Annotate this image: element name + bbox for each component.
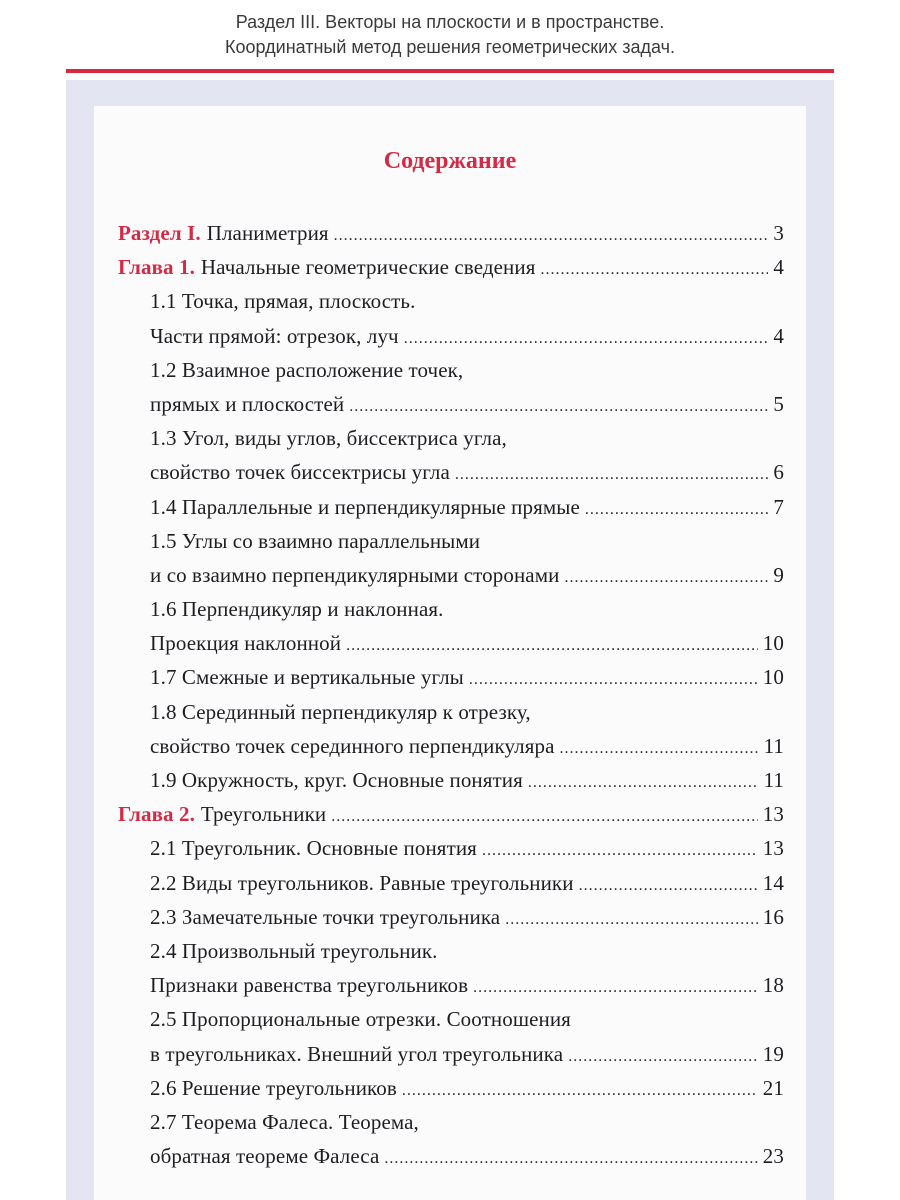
toc-page-number: 7: [773, 494, 784, 519]
toc-page-number: 4: [773, 323, 784, 348]
contents-title: Содержание: [383, 148, 517, 174]
toc-page-number: 9: [773, 562, 784, 587]
toc-dot-leader: [331, 800, 758, 834]
toc-entry[interactable]: [118, 934, 784, 968]
toc-entry-title: обратная теореме Фалеса: [150, 1144, 380, 1169]
toc-dot-leader: [540, 253, 768, 287]
toc-entry-title: 1.9 Окружность, круг. Основные понятия: [150, 768, 523, 792]
toc-entry-title: 1.7 Смежные и вертикальные углы: [150, 665, 464, 690]
toc-page-number: 21: [762, 1075, 784, 1100]
toc-entry-title: 2.1 Треугольник. Основные понятия: [150, 836, 477, 861]
toc-entry[interactable]: [118, 626, 784, 660]
toc-page-number: 10: [762, 665, 784, 690]
toc-page-number: 14: [762, 870, 784, 895]
toc-entry-title: 1.3 Угол, виды углов, биссектриса угла,: [150, 426, 507, 451]
toc-entry-title: 1.1 Точка, прямая, плоскость.: [150, 289, 416, 314]
toc-page-number: 10: [762, 631, 784, 656]
toc-heading-entry[interactable]: [118, 250, 784, 284]
toc-entry[interactable]: [118, 1071, 784, 1105]
toc-dot-leader: [384, 1142, 757, 1176]
toc-entry-title: 2.3 Замечательные точки треугольника: [150, 904, 501, 929]
toc-entry-label: Глава 1.: [118, 255, 195, 280]
toc-entry[interactable]: [118, 968, 784, 1002]
toc-page-number: 16: [762, 904, 784, 929]
toc-entry[interactable]: [118, 763, 784, 797]
toc-entry-title: 2.4 Произвольный треугольник.: [150, 938, 438, 963]
toc-dot-leader: [334, 219, 769, 253]
toc-page-number: 13: [762, 802, 784, 827]
toc-entry-title: свойство точек серединного перпендикуляра: [150, 733, 555, 758]
toc-entry-title: Планиметрия: [206, 221, 329, 245]
toc-page-number: 11: [763, 733, 784, 758]
toc-entry[interactable]: [118, 729, 784, 763]
toc-entry-title: свойство точек биссектрисы угла: [150, 460, 450, 485]
toc-dot-leader: [585, 493, 769, 527]
toc-page-number: 13: [762, 836, 784, 861]
toc-entry[interactable]: [118, 319, 784, 353]
table-of-contents: [118, 216, 784, 1173]
toc-dot-leader: [402, 1074, 758, 1108]
toc-dot-leader: [564, 561, 768, 595]
toc-entry-title: прямых и плоскостей: [150, 391, 345, 416]
toc-entry-title: 2.2 Виды треугольников. Равные треугольники: [150, 870, 574, 895]
toc-page-number: 5: [773, 391, 784, 416]
toc-dot-leader: [579, 869, 758, 903]
toc-entry[interactable]: [118, 592, 784, 626]
toc-dot-leader: [528, 766, 759, 800]
toc-entry[interactable]: [118, 866, 784, 900]
toc-entry[interactable]: [118, 900, 784, 934]
toc-page-number: 23: [762, 1144, 784, 1169]
toc-entry-title: Начальные геометрические сведения: [200, 255, 536, 280]
toc-entry-title: 2.7 Теорема Фалеса. Теорема,: [150, 1109, 419, 1134]
toc-entry-title: 1.2 Взаимное расположение точек,: [150, 357, 464, 382]
toc-page-number: 6: [773, 460, 784, 485]
toc-entry[interactable]: [118, 353, 784, 387]
toc-entry-title: Треугольники: [200, 802, 327, 827]
toc-entry[interactable]: [118, 1139, 784, 1173]
toc-entry[interactable]: [118, 1105, 784, 1139]
toc-entry-title: 2.5 Пропорциональные отрезки. Соотношения: [150, 1007, 571, 1032]
toc-entry[interactable]: [118, 421, 784, 455]
running-header-line-2: Координатный метод решения геометрических задач.: [225, 37, 675, 57]
toc-entry[interactable]: [118, 284, 784, 318]
running-header: [0, 0, 900, 70]
toc-dot-leader: [560, 732, 759, 766]
toc-entry-title: в треугольниках. Внешний угол треугольника: [150, 1041, 564, 1066]
toc-dot-leader: [469, 663, 758, 697]
toc-heading-entry[interactable]: [118, 797, 784, 831]
running-header-line-1: Раздел III. Векторы на плоскости и в пространстве.: [235, 12, 665, 32]
toc-entry[interactable]: [118, 1002, 784, 1036]
toc-entry[interactable]: [118, 524, 784, 558]
toc-entry[interactable]: [118, 1037, 784, 1071]
toc-entry[interactable]: [118, 490, 784, 524]
toc-page-number: 3: [773, 221, 784, 245]
toc-entry-title: 1.4 Параллельные и перпендикулярные прямые: [150, 494, 580, 519]
toc-entry[interactable]: [118, 455, 784, 489]
toc-dot-leader: [482, 834, 758, 868]
toc-entry-title: 1.8 Серединный перпендикуляр к отрезку,: [150, 699, 531, 724]
toc-entry-title: Части прямой: отрезок, луч: [150, 323, 399, 348]
toc-entry[interactable]: [118, 558, 784, 592]
toc-page-number: 18: [762, 973, 784, 998]
toc-dot-leader: [404, 322, 769, 356]
toc-entry-title: и со взаимно перпендикулярными сторонами: [150, 562, 560, 587]
toc-entry-label: Глава 2.: [118, 802, 195, 827]
toc-page-number: 11: [763, 768, 784, 792]
toc-entry[interactable]: [118, 831, 784, 865]
toc-dot-leader: [346, 629, 758, 663]
toc-entry-title: 2.6 Решение треугольников: [150, 1075, 397, 1100]
toc-entry[interactable]: [118, 660, 784, 694]
header-divider: [66, 69, 834, 73]
toc-dot-leader: [349, 390, 768, 424]
toc-entry-title: Признаки равенства треугольников: [150, 973, 469, 998]
toc-entry[interactable]: [118, 695, 784, 729]
toc-dot-leader: [505, 903, 758, 937]
toc-heading-entry[interactable]: [118, 216, 784, 250]
toc-entry-title: 1.5 Углы со взаимно параллельными: [150, 528, 481, 553]
toc-entry-title: 1.6 Перпендикуляр и наклонная.: [150, 597, 444, 622]
toc-entry-title: Проекция наклонной: [150, 631, 342, 656]
toc-page-number: 19: [762, 1041, 784, 1066]
toc-dot-leader: [473, 971, 758, 1005]
toc-entry-label: Раздел I.: [118, 221, 201, 245]
toc-entry[interactable]: [118, 387, 784, 421]
toc-dot-leader: [568, 1040, 758, 1074]
toc-page-number: 4: [773, 255, 784, 280]
toc-dot-leader: [455, 458, 768, 492]
